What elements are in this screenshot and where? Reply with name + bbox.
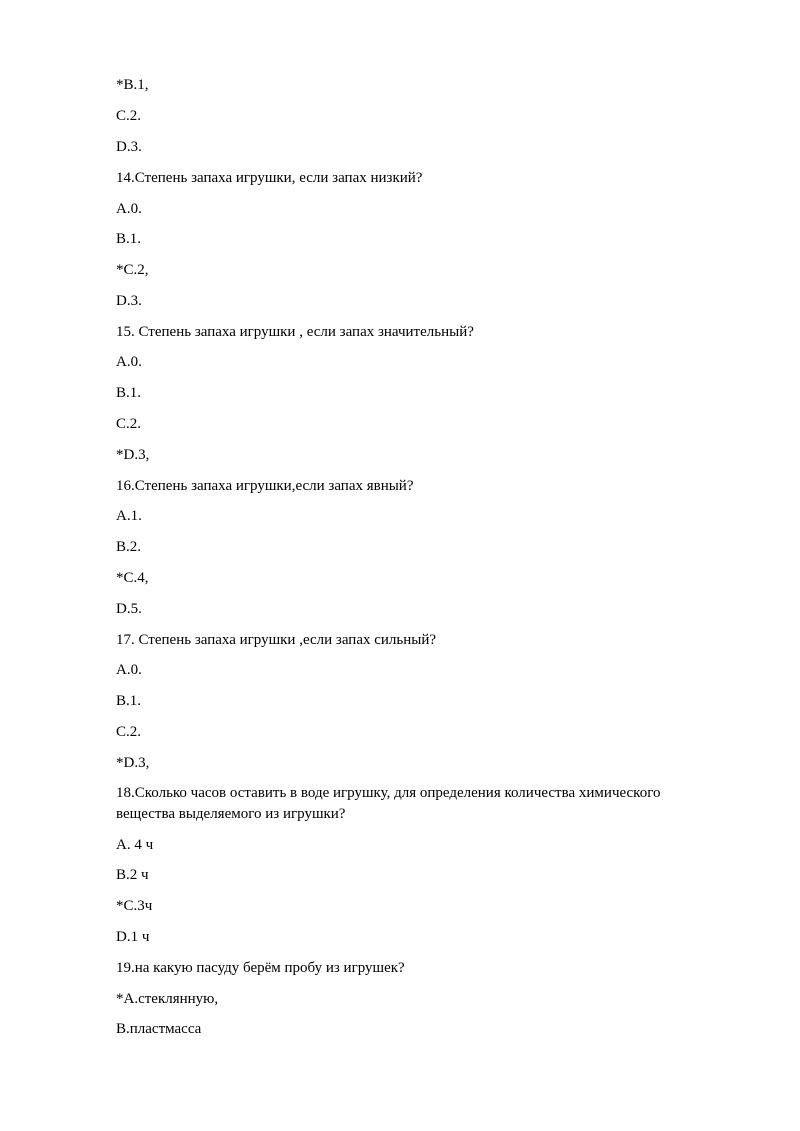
answer-option: A.0. (116, 662, 142, 678)
answer-option: B.1. (116, 693, 142, 709)
answer-option: A. 4 ч (116, 837, 154, 853)
answer-option: C.2. (116, 724, 142, 740)
answer-option: *C.2, (116, 262, 149, 278)
question-18: 18.Сколько часов оставить в воде игрушку, для определения количества химического вещества выделяемого из игрушки? (116, 785, 661, 822)
question-14: 14.Степень запаха игрушки, если запах низкий? (116, 170, 423, 186)
answer-option: D.5. (116, 601, 142, 617)
answer-option: B.1. (116, 231, 142, 247)
answer-option: D.3. (116, 139, 142, 155)
answer-option: A.0. (116, 201, 142, 217)
answer-option: *C.4, (116, 570, 149, 586)
answer-option: *D.3, (116, 447, 150, 463)
answer-option: B.2 ч (116, 867, 149, 883)
answer-option: B.1. (116, 385, 142, 401)
answer-option: D.3. (116, 293, 142, 309)
answer-option: *D.3, (116, 755, 150, 771)
answer-option: A.0. (116, 354, 142, 370)
question-16: 16.Степень запаха игрушки,если запах явный? (116, 478, 414, 494)
answer-option: D.1 ч (116, 929, 150, 945)
answer-option: B.пластмасса (116, 1021, 202, 1037)
answer-option: *C.3ч (116, 898, 153, 914)
answer-option: C.2. (116, 108, 142, 124)
question-19: 19.на какую пасуду берём пробу из игрушек? (116, 960, 405, 976)
answer-option: *A.стеклянную, (116, 991, 219, 1007)
answer-option: B.2. (116, 539, 142, 555)
question-15: 15. Степень запаха игрушки , если запах значительный? (116, 324, 474, 340)
answer-option: A.1. (116, 508, 142, 524)
question-17: 17. Степень запаха игрушки ,если запах сильный? (116, 632, 437, 648)
answer-option: *B.1, (116, 77, 149, 93)
answer-option: C.2. (116, 416, 142, 432)
